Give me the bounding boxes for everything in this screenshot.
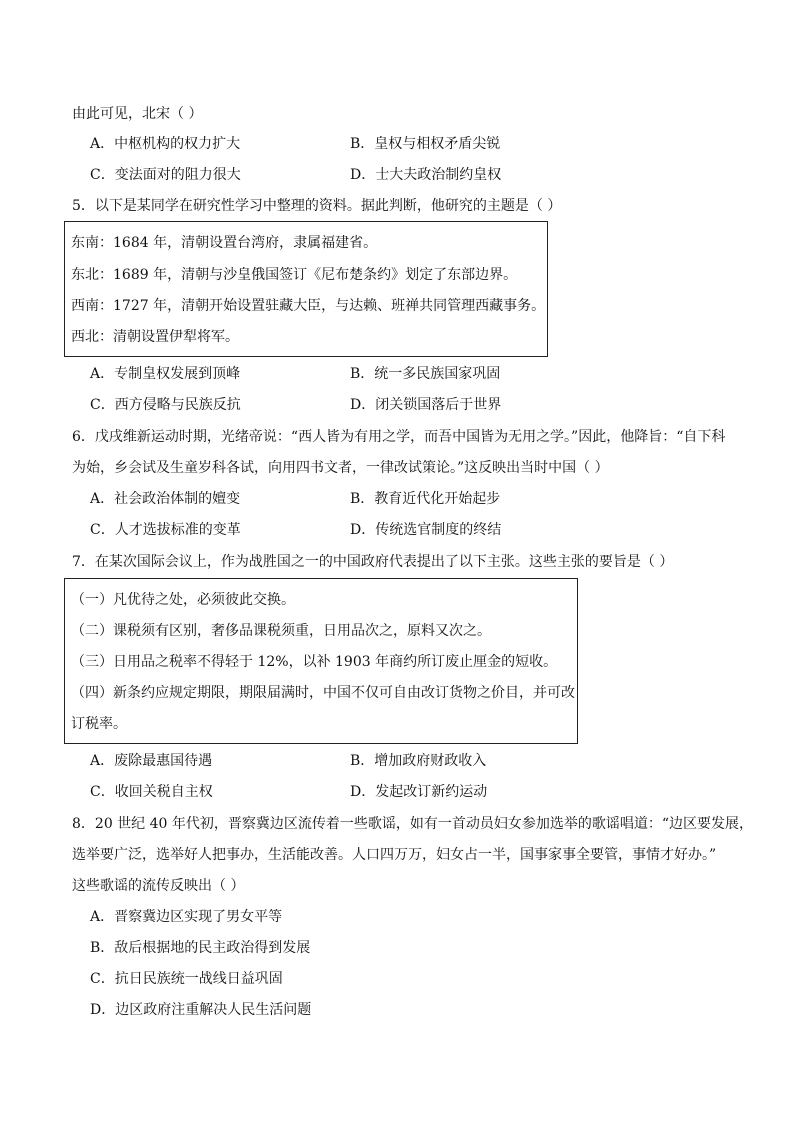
q5-source-line: 东北：1689 年，清朝与沙皇俄国签订《尼布楚条约》划定了东部边界。 xyxy=(71,267,518,283)
q4-option-c[interactable]: C．变法面对的阻力很大 xyxy=(90,167,241,183)
q4-stem-tail: 由此可见，北宋（ ） xyxy=(72,106,203,122)
q7-source-line: （四）新条约应规定期限，期限届满时，中国不仅可自由改订货物之价目，并可改 xyxy=(71,685,575,701)
q7-source-line: 订税率。 xyxy=(71,716,127,732)
q5-option-b[interactable]: B．统一多民族国家巩固 xyxy=(350,366,501,382)
q7-option-c[interactable]: C．收回关税自主权 xyxy=(90,784,213,800)
q6-option-b[interactable]: B．教育近代化开始起步 xyxy=(350,491,501,507)
q7-stem: 7．在某次国际会议上，作为战胜国之一的中国政府代表提出了以下主张。这些主张的要旨是（ ） xyxy=(72,554,674,570)
q7-option-a[interactable]: A．废除最惠国待遇 xyxy=(90,753,213,769)
q7-source-line: （一）凡优待之处，必须彼此交换。 xyxy=(71,592,295,608)
q4-option-a[interactable]: A．中枢机构的权力扩大 xyxy=(90,136,241,152)
q5-source-line: 西北：清朝设置伊犁将军。 xyxy=(71,329,239,345)
q5-source-box xyxy=(64,221,548,357)
q6-option-c[interactable]: C．人才选拔标准的变革 xyxy=(90,522,241,538)
q5-option-c[interactable]: C．西方侵略与民族反抗 xyxy=(90,397,241,413)
q6-option-d[interactable]: D．传统选官制度的终结 xyxy=(350,522,502,538)
q5-source-line: 西南：1727 年，清朝开始设置驻藏大臣，与达赖、班禅共同管理西藏事务。 xyxy=(71,298,546,314)
q8-stem-line-2: 选举要广泛，选举好人把事办，生活能改善。人口四万万，妇女占一半，国事家事全要管，事情才好办。” xyxy=(72,847,717,863)
q5-option-d[interactable]: D．闭关锁国落后于世界 xyxy=(350,397,502,413)
q8-option-c[interactable]: C．抗日民族统一战线日益巩固 xyxy=(90,971,283,987)
q4-option-d[interactable]: D．士大夫政治制约皇权 xyxy=(350,167,502,183)
q5-option-a[interactable]: A．专制皇权发展到顶峰 xyxy=(90,366,241,382)
q4-option-b[interactable]: B．皇权与相权矛盾尖锐 xyxy=(350,136,501,152)
q8-stem-line-3: 这些歌谣的流传反映出（ ） xyxy=(72,878,245,894)
q7-option-b[interactable]: B．增加政府财政收入 xyxy=(350,753,487,769)
q6-stem-line-1: 6．戊戌维新运动时期，光绪帝说：“西人皆为有用之学，而吾中国皆为无用之学。”因此，他降旨：“自下科 xyxy=(72,429,726,445)
q5-source-line: 东南：1684 年，清朝设置台湾府，隶属福建省。 xyxy=(71,235,378,251)
q6-stem-line-2: 为始，乡会试及生童岁科各试，向用四书文者，一律改试策论。”这反映出当时中国（ ） xyxy=(72,460,609,476)
q8-option-b[interactable]: B．敌后根据地的民主政治得到发展 xyxy=(90,940,311,956)
q6-option-a[interactable]: A．社会政治体制的嬗变 xyxy=(90,491,241,507)
q5-stem: 5．以下是某同学在研究性学习中整理的资料。据此判断，他研究的主题是（ ） xyxy=(72,198,562,214)
q7-source-box xyxy=(64,578,578,744)
q8-option-a[interactable]: A．晋察冀边区实现了男女平等 xyxy=(90,909,283,925)
q7-option-d[interactable]: D．发起改订新约运动 xyxy=(350,784,488,800)
q8-stem-line-1: 8．20 世纪 40 年代初，晋察冀边区流传着一些歌谣，如有一首动员妇女参加选举的歌谣唱道：“边区要发展， xyxy=(72,816,754,832)
q7-source-line: （三）日用品之税率不得轻于 12%，以补 1903 年商约所订废止厘金的短收。 xyxy=(71,654,558,670)
q8-option-d[interactable]: D．边区政府注重解决人民生活问题 xyxy=(90,1002,312,1018)
q7-source-line: （二）课税须有区别，奢侈品课税须重，日用品次之，原料又次之。 xyxy=(71,623,491,639)
